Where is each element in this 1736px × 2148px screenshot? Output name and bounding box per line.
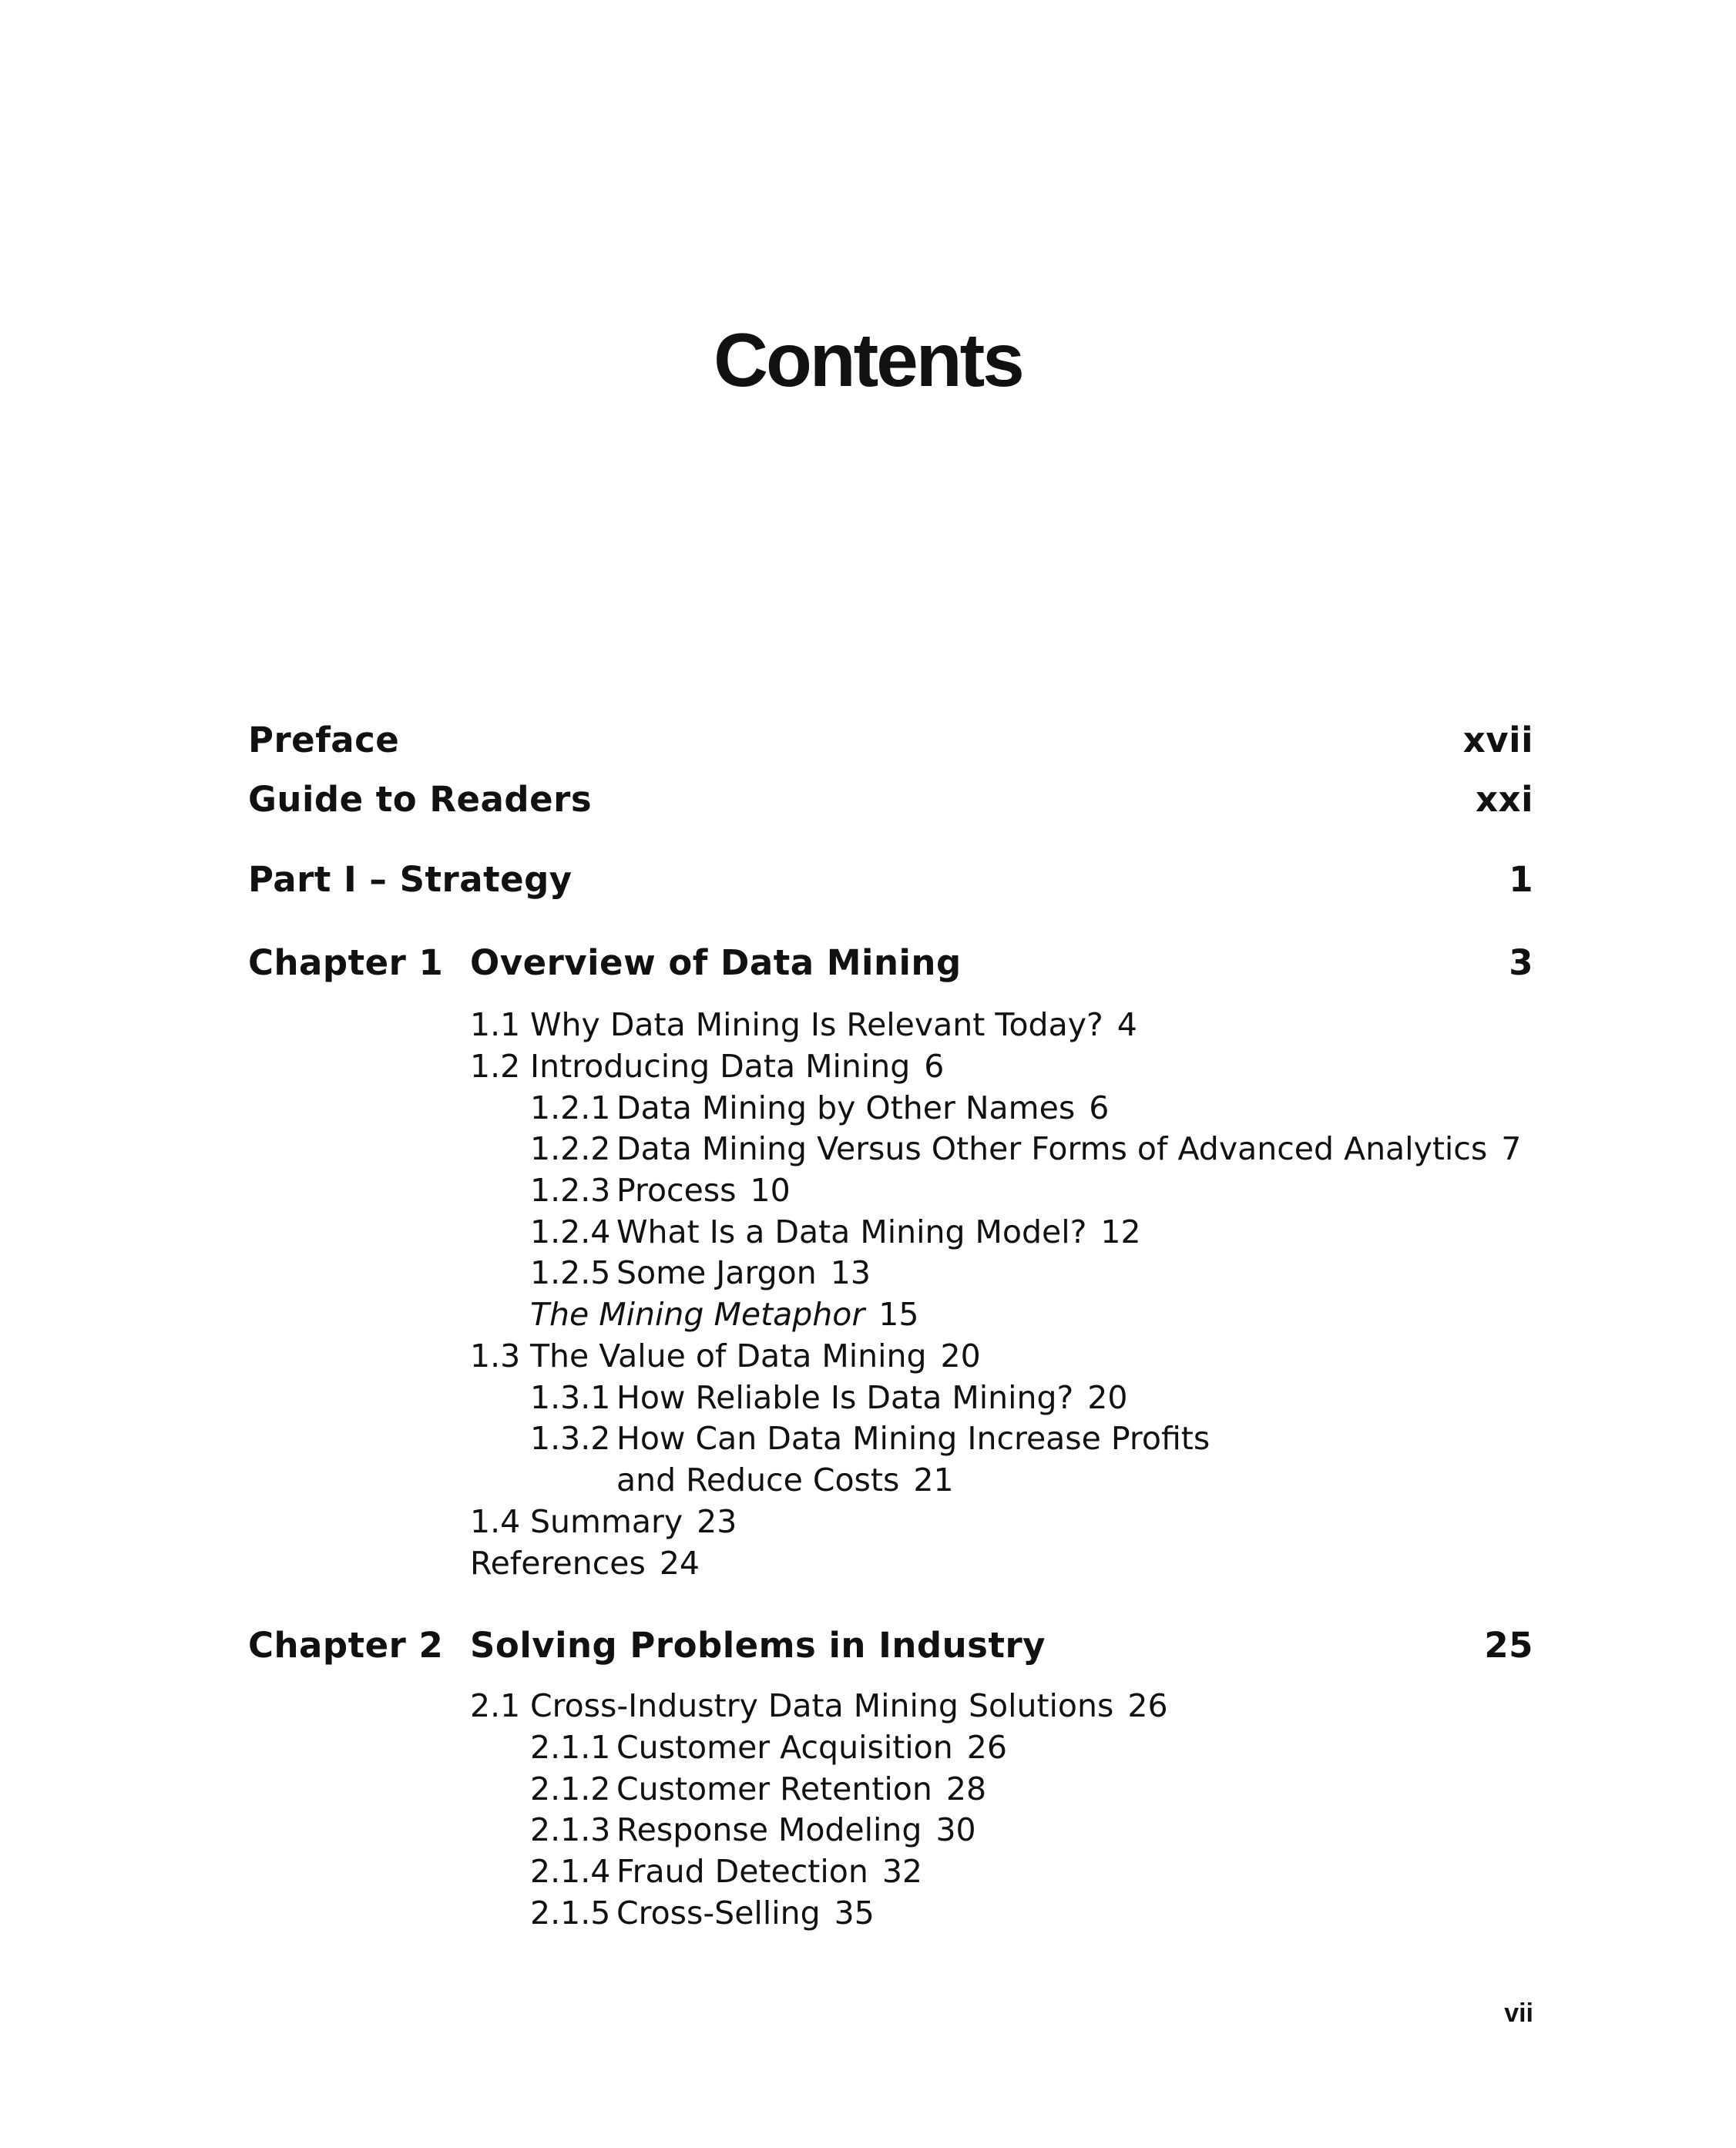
section-page: 6 [924,1048,945,1085]
section-number: 1.2.4 [530,1213,611,1250]
section-number: 2.1 [470,1687,521,1724]
section-page: 13 [830,1254,871,1291]
section-number: 1.2.1 [530,1089,611,1126]
section-title: What Is a Data Mining Model? [616,1213,1087,1250]
section-number: 2.1.2 [530,1770,611,1807]
section-page: 35 [834,1895,875,1932]
section-page: 12 [1100,1213,1141,1250]
toc-section-1-4[interactable] [470,1500,737,1543]
section-title: The Mining Metaphor [530,1296,865,1333]
section-page: 6 [1089,1089,1110,1126]
section-title: Process [616,1172,737,1209]
section-title: and Reduce Costs [616,1462,900,1499]
section-title: Introducing Data Mining [530,1048,911,1085]
toc-section-1-2-3[interactable] [530,1169,791,1212]
section-title: Customer Retention [616,1770,932,1807]
section-page: 32 [881,1853,922,1890]
section-title: Cross-Selling [616,1895,821,1932]
section-page: 20 [1087,1379,1128,1416]
toc-section-1-2[interactable] [470,1045,944,1088]
section-number: 1.2.2 [530,1130,611,1167]
section-page: 26 [1127,1687,1168,1724]
section-page: 23 [697,1503,737,1540]
toc-section-2-1[interactable] [470,1684,1168,1727]
section-page: 7 [1501,1130,1522,1167]
toc-section-2-1-2[interactable] [530,1767,986,1811]
chapter-page: 3 [1509,942,1533,983]
section-title: Fraud Detection [616,1853,868,1890]
section-title: How Can Data Mining Increase Profits [616,1420,1210,1457]
section-title: The Value of Data Mining [530,1337,927,1374]
toc-entry-guide-to-readers[interactable] [248,777,1533,823]
section-number: 2.1.1 [530,1729,611,1766]
toc-chapter-1[interactable] [248,940,1533,986]
section-page: 4 [1116,1006,1137,1043]
chapter-label: Chapter 1 [248,942,444,983]
section-number: 1.3.1 [530,1379,611,1416]
section-title: Cross-Industry Data Mining Solutions [530,1687,1114,1724]
toc-section-1-3-2-continued[interactable] [616,1458,954,1502]
section-number: 2.1.5 [530,1895,611,1932]
section-number: 1.4 [470,1503,521,1540]
section-number: 1.3 [470,1337,521,1374]
toc-section-1-2-1[interactable] [530,1086,1109,1129]
page-number: vii [1504,1999,1533,2028]
toc-section-2-1-3[interactable] [530,1808,976,1851]
section-title: Data Mining by Other Names [616,1089,1076,1126]
toc-section-2-1-5[interactable] [530,1891,875,1935]
toc-section-1-2-5[interactable] [530,1251,871,1294]
section-number: 1.1 [470,1006,521,1043]
part-title: Part I – Strategy [248,859,573,900]
toc-section-2-1-1[interactable] [530,1726,1007,1769]
section-page: 21 [913,1462,954,1499]
section-number: 1.2 [470,1048,521,1085]
section-title: Some Jargon [616,1254,817,1291]
section-number: 1.3.2 [530,1420,611,1457]
section-number: 1.2.5 [530,1254,611,1291]
toc-section-1-2-4[interactable] [530,1210,1141,1254]
toc-entry-part-1[interactable] [248,857,1533,903]
toc-section-1-3[interactable] [470,1334,981,1378]
section-page: 28 [945,1770,987,1807]
section-title: Customer Acquisition [616,1729,953,1766]
toc-chapter-2[interactable] [248,1623,1533,1669]
toc-section-1-1[interactable] [470,1003,1137,1046]
toc-entry-preface[interactable] [248,717,1533,764]
section-number: 2.1.3 [530,1811,611,1848]
section-title: References [470,1545,646,1582]
entry-title: Guide to Readers [248,779,593,820]
part-page: 1 [1509,859,1533,900]
section-title: How Reliable Is Data Mining? [616,1379,1074,1416]
section-page: 24 [659,1545,700,1582]
chapter-page: 25 [1484,1625,1533,1666]
section-title: Data Mining Versus Other Forms of Advanced Analytics [616,1130,1488,1167]
entry-page: xvii [1462,720,1533,760]
toc-section-1-3-2[interactable] [530,1417,1210,1460]
entry-title: Preface [248,720,400,760]
toc-section-2-1-4[interactable] [530,1850,922,1893]
section-page: 20 [940,1337,981,1374]
section-page: 10 [750,1172,791,1209]
toc-references[interactable] [470,1542,700,1585]
section-title: Why Data Mining Is Relevant Today? [530,1006,1103,1043]
chapter-title: Overview of Data Mining [470,942,962,983]
chapter-label: Chapter 2 [248,1625,444,1666]
section-number: 2.1.4 [530,1853,611,1890]
section-title: Response Modeling [616,1811,922,1848]
section-page: 15 [878,1296,919,1333]
toc-section-1-2-2[interactable] [530,1127,1521,1170]
chapter-title: Solving Problems in Industry [470,1625,1046,1666]
toc-section-1-3-1[interactable] [530,1376,1127,1419]
section-title: Summary [530,1503,683,1540]
section-number: 1.2.3 [530,1172,611,1209]
section-page: 30 [935,1811,976,1848]
entry-page: xxi [1476,779,1533,820]
toc-subsection-mining-metaphor[interactable] [530,1293,918,1336]
section-page: 26 [966,1729,1007,1766]
page-title: Contents [714,317,1022,402]
